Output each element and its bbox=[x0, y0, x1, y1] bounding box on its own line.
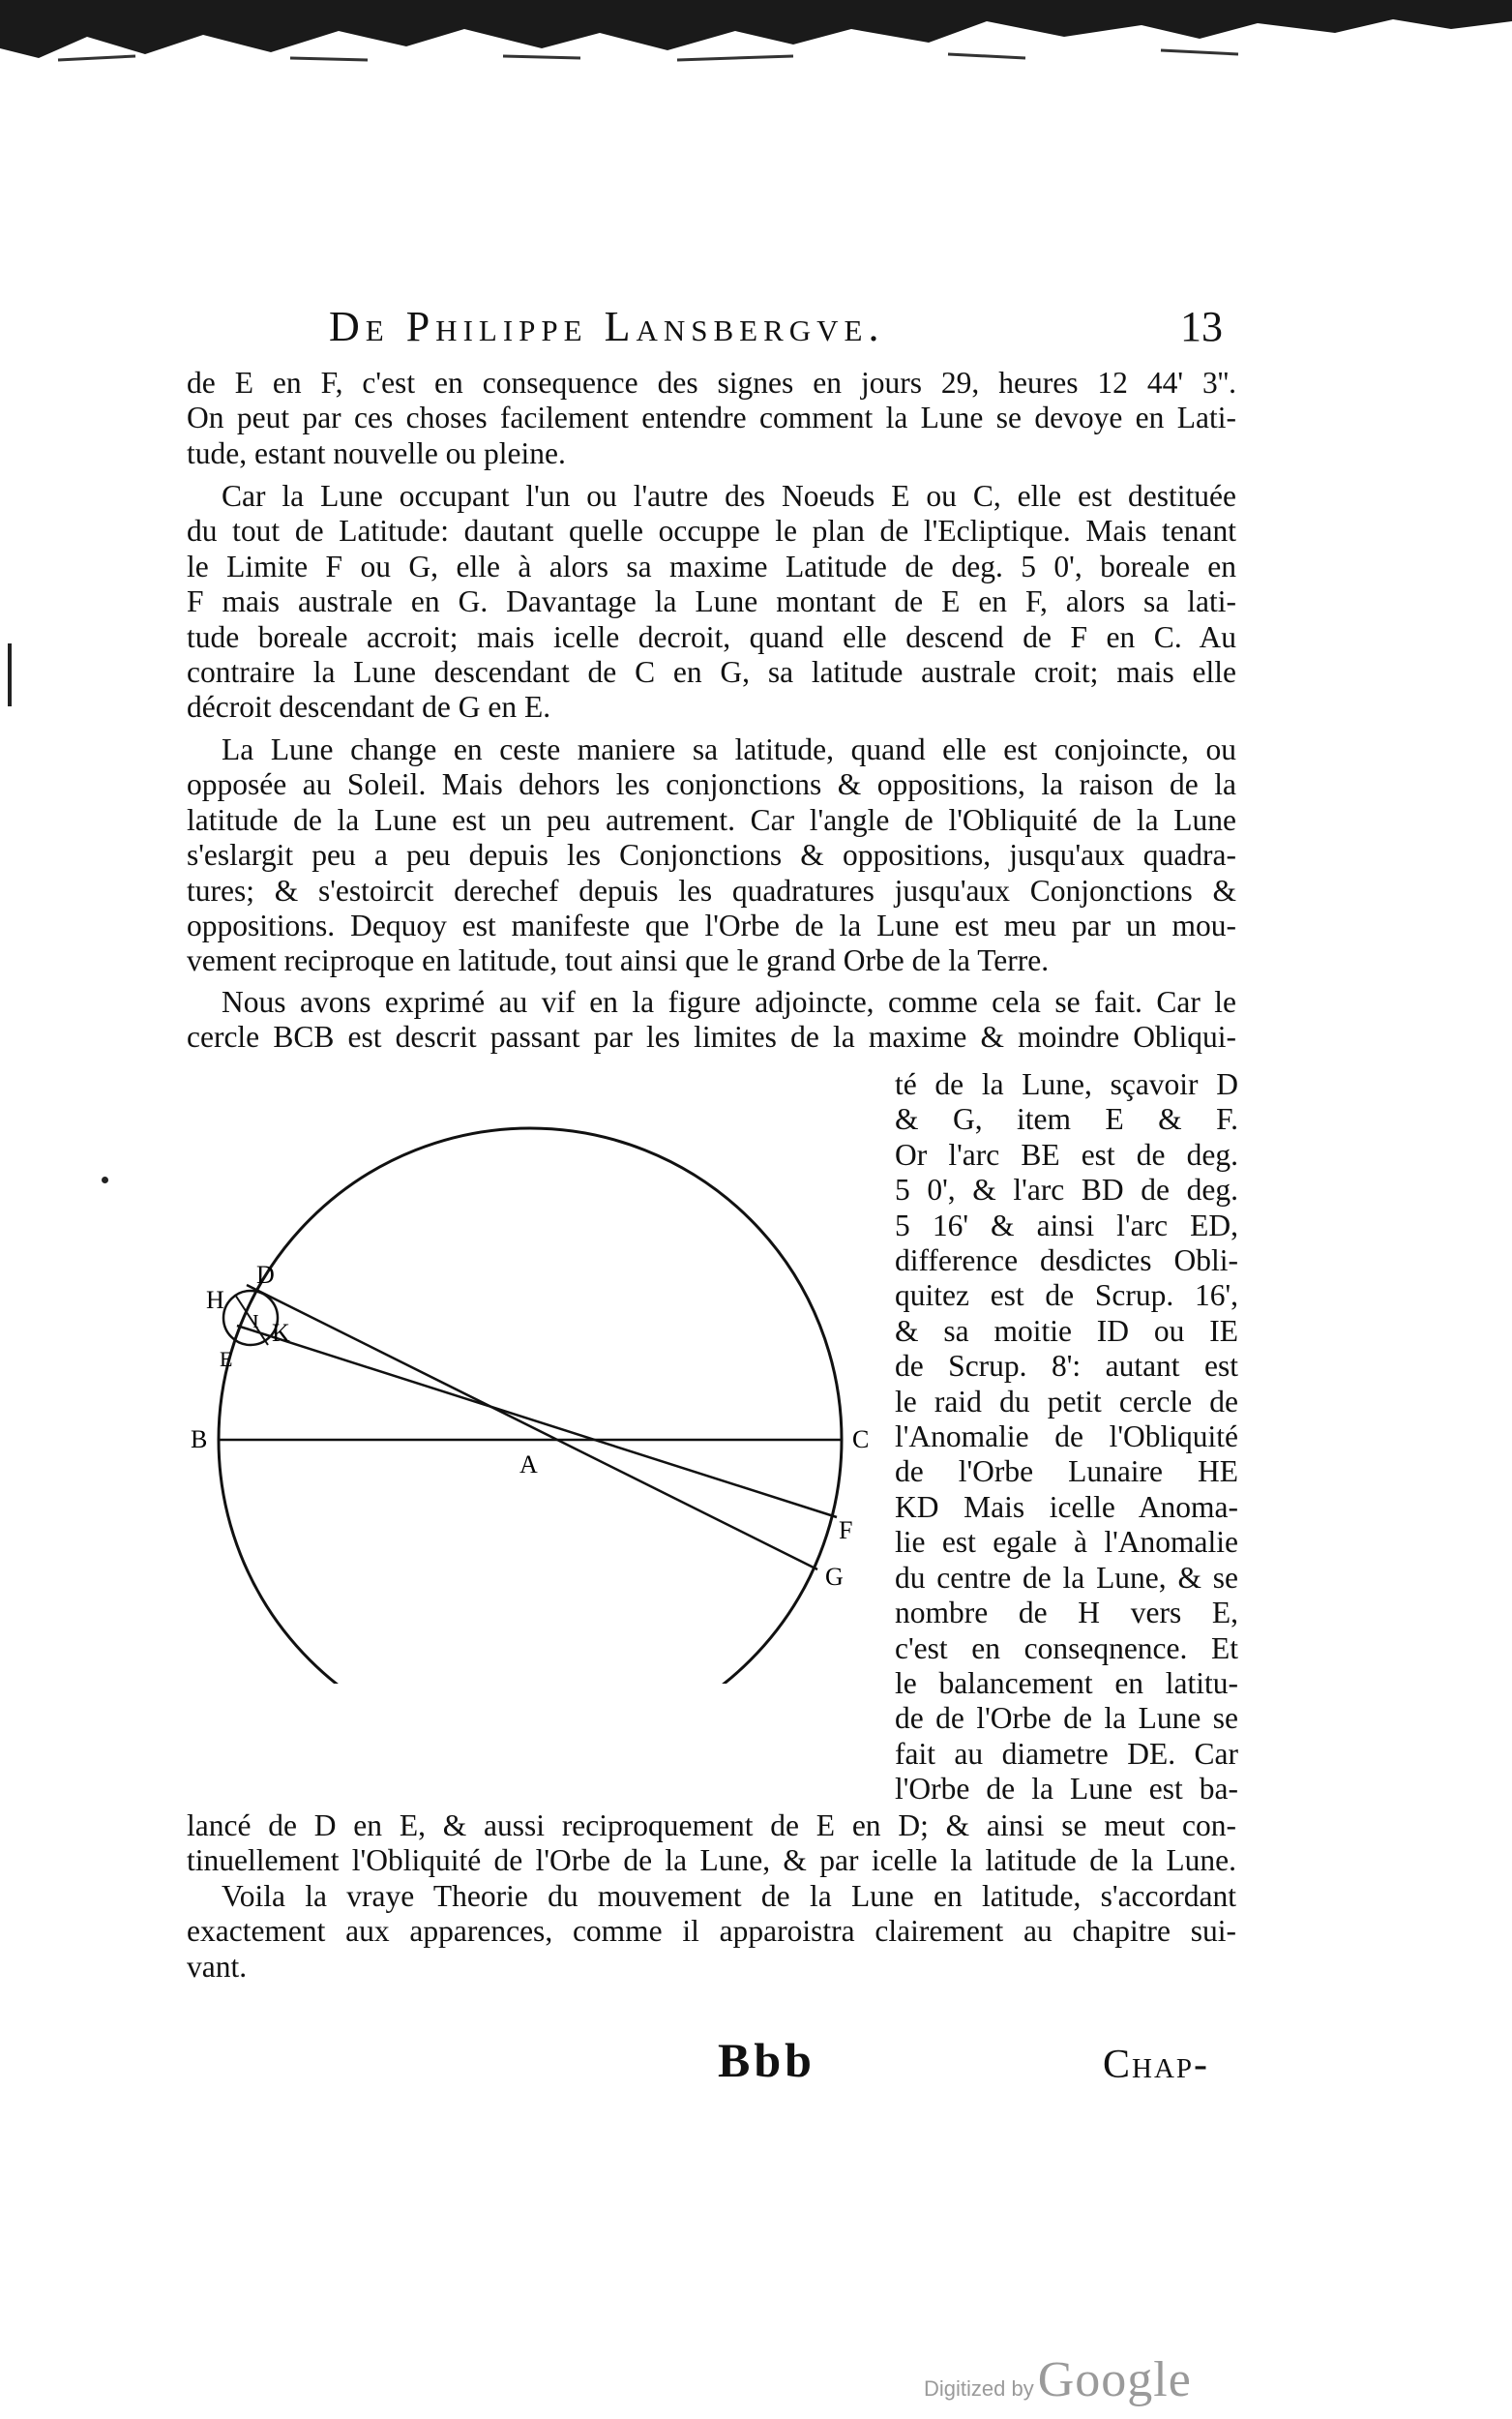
torn-page-edge bbox=[0, 0, 1512, 73]
paragraph-4 bbox=[187, 985, 1236, 1056]
label-e: E bbox=[220, 1347, 233, 1371]
text-line: s'eslargit peu a peu depuis les Conjonctions & oppositions, jusqu'aux quadra- bbox=[187, 838, 1236, 873]
text-line: de de l'Orbe de la Lune se bbox=[895, 1701, 1238, 1736]
paragraph-1 bbox=[187, 366, 1236, 471]
text-line: On peut par ces choses facilement entendre comment la Lune se devoye en Lati- bbox=[187, 401, 1236, 435]
text-line: latitude de la Lune est un peu autrement. Car l'angle de l'Obliquité de la Lune bbox=[187, 802, 1236, 837]
label-a: A bbox=[519, 1450, 538, 1478]
catchword: Chap- bbox=[1103, 2043, 1210, 2087]
text-line: KD Mais icelle Anoma- bbox=[895, 1489, 1238, 1524]
label-d: D bbox=[256, 1261, 275, 1289]
text-line: cercle BCB est descrit passant par les limites de la maxime & moindre Obliqui- bbox=[187, 1020, 1236, 1055]
watermark-prefix: Digitized by bbox=[924, 2376, 1034, 2401]
text-line: F mais australe en G. Davantage la Lune montant de E en F, alors sa lati- bbox=[187, 584, 1236, 619]
margin-ink-dot bbox=[102, 1177, 108, 1183]
text-line: l'Anomalie de l'Obliquité bbox=[895, 1419, 1238, 1454]
text-line: 5 16' & ainsi l'arc ED, bbox=[895, 1208, 1238, 1242]
paragraph-3 bbox=[187, 732, 1236, 979]
text-line: contraire la Lune descendant de C en G, sa latitude australe croit; mais elle bbox=[187, 655, 1236, 690]
page-number: 13 bbox=[1180, 303, 1223, 350]
great-circle-bcb bbox=[219, 1128, 842, 1684]
label-i: I bbox=[252, 1311, 259, 1332]
text-line: tures; & s'estoircit derechef depuis les quadratures jusqu'aux Conjonctions & bbox=[187, 873, 1236, 908]
text-line: vant. bbox=[187, 1949, 248, 1984]
text-line: quitez est de Scrup. 16', bbox=[895, 1278, 1238, 1313]
lunar-orbit-diagram bbox=[179, 1064, 885, 1684]
text-line: nombre de H vers E, bbox=[895, 1596, 1238, 1630]
text-line: le Limite F ou G, elle à alors sa maxime Latitude de deg. 5 0', boreale en bbox=[187, 549, 1236, 583]
text-line: opposée au Soleil. Mais dehors les conjonctions & oppositions, la raison de la bbox=[187, 767, 1236, 802]
text-line: té de la Lune, sçavoir D bbox=[895, 1067, 1238, 1101]
text-line: Nous avons exprimé au vif en la figure adjoincte, comme cela se fait. Car le bbox=[222, 985, 1236, 1019]
text-line: lancé de D en E, & aussi reciproquement de E en D; & ainsi se meut con- bbox=[187, 1808, 1236, 1842]
text-line: La Lune change en ceste maniere sa latitude, quand elle est conjoincte, ou bbox=[222, 732, 1236, 766]
text-line: décroit descendant de G en E. bbox=[187, 690, 551, 725]
watermark-brand: Google bbox=[1037, 2352, 1192, 2407]
text-line: vement reciproque en latitude, tout ainsi que le grand Orbe de la Terre. bbox=[187, 943, 1050, 978]
label-b: B bbox=[191, 1425, 208, 1453]
text-line: exactement aux apparences, comme il apparoistra clairement au chapitre sui- bbox=[187, 1914, 1236, 1949]
text-line: fait au diametre DE. Car bbox=[895, 1736, 1238, 1771]
label-g: G bbox=[825, 1563, 844, 1591]
text-line: Car la Lune occupant l'un ou l'autre des Noeuds E ou C, elle est destituée bbox=[222, 479, 1236, 513]
signature-mark: Bbb bbox=[718, 2033, 815, 2087]
text-line: difference desdictes Obli- bbox=[895, 1243, 1238, 1278]
text-line: & G, item E & F. bbox=[895, 1102, 1238, 1137]
label-c: C bbox=[852, 1425, 870, 1453]
text-line: du centre de la Lune, & se bbox=[895, 1560, 1238, 1595]
text-line: tude, estant nouvelle ou pleine. bbox=[187, 435, 566, 470]
text-line: de Scrup. 8': autant est bbox=[895, 1349, 1238, 1384]
label-f: F bbox=[839, 1516, 853, 1544]
text-line: tinuellement l'Obliquité de l'Orbe de la Lune, & par icelle la latitude de la Lune. bbox=[187, 1843, 1236, 1878]
text-line: c'est en conseqnence. Et bbox=[895, 1630, 1238, 1665]
label-h: H bbox=[206, 1286, 224, 1314]
text-line: tude boreale accroit; mais icelle decroit, quand elle descend de F en C. Au bbox=[187, 619, 1236, 654]
text-line: lie est egale à l'Anomalie bbox=[895, 1525, 1238, 1560]
text-line: Voila la vraye Theorie du mouvement de la Lune en latitude, s'accordant bbox=[222, 1878, 1236, 1913]
text-line: oppositions. Dequoy est manifeste que l'Orbe de la Lune est meu par un mou- bbox=[187, 909, 1236, 943]
line-d-to-g bbox=[247, 1285, 817, 1569]
text-line: de E en F, c'est en consequence des signes en jours 29, heures 12 44' 3''. bbox=[187, 366, 1236, 400]
figure-caption-column bbox=[895, 1067, 1238, 1807]
margin-ink-mark bbox=[8, 643, 12, 706]
text-line: l'Orbe de la Lune est ba- bbox=[895, 1772, 1238, 1807]
text-line: du tout de Latitude: dautant quelle occuppe le plan de l'Ecliptique. Mais tenant bbox=[187, 514, 1236, 549]
text-line: Or l'arc BE est de deg. bbox=[895, 1137, 1238, 1172]
text-line: 5 0', & l'arc BD de deg. bbox=[895, 1173, 1238, 1208]
paragraph-2 bbox=[187, 479, 1236, 726]
text-line: le raid du petit cercle de bbox=[895, 1384, 1238, 1419]
label-k: K bbox=[272, 1319, 290, 1347]
closing-paragraph bbox=[187, 1808, 1236, 1985]
text-line: le balancement en latitu- bbox=[895, 1665, 1238, 1700]
text-line: & sa moitie ID ou IE bbox=[895, 1313, 1238, 1348]
text-line: de l'Orbe Lunaire HE bbox=[895, 1454, 1238, 1489]
line-e-to-f bbox=[237, 1326, 837, 1517]
digitization-watermark bbox=[924, 2351, 1192, 2408]
running-title: De Philippe Lansbergve. bbox=[329, 303, 885, 350]
